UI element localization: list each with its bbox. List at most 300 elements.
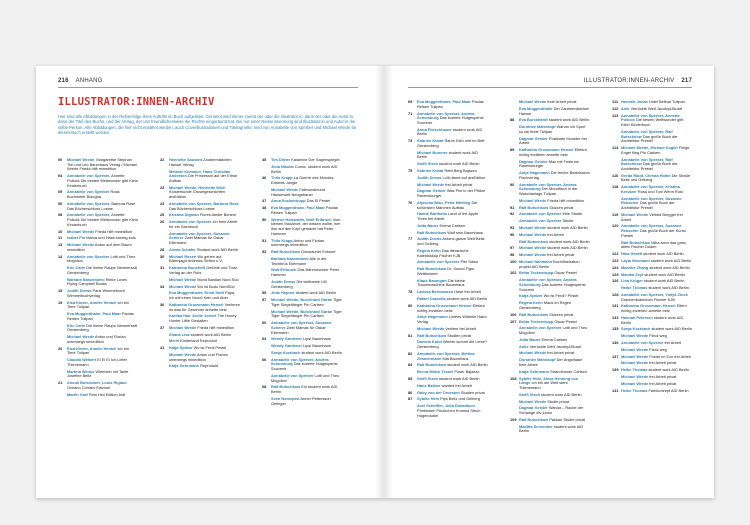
archive-entry [510, 233, 590, 238]
entry-illustrator: Manika Zeyf [621, 271, 644, 277]
entry-page-number [262, 344, 271, 349]
entry-text [519, 320, 590, 325]
entry-details: Was Pim in der Pfütze Ravensburger [417, 188, 486, 199]
entry-text [621, 273, 692, 278]
entry-illustrator: Anna Fleischhauer [417, 126, 452, 132]
entry-text [417, 169, 488, 174]
entry-illustrator: Michael Wrede [67, 334, 95, 340]
entry-details: Liniens Wirbelle Habo Verlag [417, 314, 487, 325]
entry-details: Wanda – Rache der Schlange dtv junior [519, 405, 584, 416]
entry-illustrator: Annabelle von Sperber, Ralf Butschkow [621, 128, 673, 139]
entry-illustrator: Annabelle von Sperber, Susanne Scherer [271, 320, 332, 330]
entry-details: Fleck weg [648, 333, 667, 339]
entry-page-number: 41 [160, 345, 165, 351]
archive-entry [262, 351, 342, 356]
entry-page-number [160, 339, 169, 344]
entry-illustrator: Michael Wrede [621, 333, 649, 339]
entry-illustrator: Wendy Gardener [271, 343, 303, 349]
entry-illustrator: Wolf Erlbruch [271, 267, 297, 273]
entry-details: Die kleine Raupe Nimmersatt Gerstenberg [67, 322, 137, 333]
entry-page-number: 34 [160, 283, 165, 289]
entry-page-number: 06 [58, 200, 63, 206]
entry-page-number [408, 212, 417, 221]
entry-text [67, 174, 138, 188]
entry-illustrator: Larissa Bertonasco [417, 289, 454, 295]
entry-illustrator: Eva Muggenthaler, Paul Maar [271, 205, 325, 211]
entry-page-number [510, 301, 519, 310]
entry-page-number [510, 345, 519, 350]
entry-illustrator: Regina Kehn [519, 300, 543, 306]
entry-page-number: 113 [612, 112, 619, 118]
entry-details: Rosa Buchmeier Bologna [67, 189, 120, 200]
archive-entry [160, 339, 240, 344]
entry-illustrator: Ralf Butschkow [271, 384, 301, 390]
entry-text [519, 219, 590, 224]
entry-page-number: 106 [510, 311, 517, 317]
entry-text [67, 370, 138, 379]
entry-illustrator: Sonja Korzbach [621, 326, 651, 332]
archive-entry [510, 351, 590, 356]
entry-page-number: 63 [262, 336, 267, 342]
entry-illustrator: Annabelle von Sperber, Andrea Schomburg [417, 110, 475, 121]
entry-text [417, 249, 488, 258]
archive-entry [262, 206, 342, 215]
entry-details: Armer Pettersson Oetinger [271, 395, 331, 406]
entry-illustrator: Annabelle von Sperber, Andrea Schomburg [271, 356, 329, 367]
archive-entry [612, 107, 692, 112]
entry-illustrator: Annabelle von Sperber, Andrea Schomburg [519, 277, 577, 287]
entry-illustrator: Michael Wrede [417, 181, 445, 187]
entry-text [169, 291, 240, 300]
archive-entry [408, 260, 488, 265]
entry-details: Fliege Engel flieg Pin Carlsen [621, 145, 690, 155]
entry-page-number [612, 241, 621, 250]
entry-page-number [262, 257, 271, 266]
entry-details: frei Arbeit [663, 339, 681, 345]
entry-page-number [262, 165, 271, 174]
entry-page-number [262, 351, 271, 356]
entry-details: student work AID Berlin [649, 257, 692, 263]
entry-illustrator: Anouk Boisrobert, Louis Rigaud [67, 380, 127, 386]
entry-page-number [408, 315, 417, 324]
entry-illustrator: Heike Thomas [621, 285, 648, 291]
entry-illustrator: Michael Wrede, Michael Koglin [621, 145, 678, 150]
entry-page-number: 36 [160, 301, 165, 307]
entry-illustrator: Annabelle von Sperber, Annette Pollock [621, 112, 680, 123]
entry-details: student work AID Berlin [647, 285, 689, 291]
entry-text [67, 347, 138, 356]
right-header-rule [408, 87, 692, 88]
entry-details: student work AID Berlin [417, 149, 478, 160]
entry-text [519, 125, 590, 134]
archive-entry [510, 100, 590, 105]
entry-text [271, 337, 342, 342]
entry-illustrator: Werner Holzwarth, Wolf Erlbruch [271, 216, 332, 222]
archive-entry [510, 246, 590, 251]
entry-text [417, 224, 488, 229]
archive-entry [612, 361, 692, 366]
entry-text [417, 176, 488, 181]
entry-details: Mond Bastian Nord Süd [196, 276, 239, 282]
archive-entry [612, 130, 692, 144]
entry-details: Frieda hilft minedition [196, 324, 235, 330]
entry-page-number [510, 294, 519, 299]
entry-details: Maus im Regen Gerstenberg [519, 300, 572, 310]
entry-page-number: 80 [408, 302, 413, 308]
entry-text [169, 278, 240, 283]
entry-page-number: 87 [408, 396, 413, 402]
archive-entry [408, 237, 488, 246]
entry-text [519, 206, 590, 211]
entry-text [621, 382, 692, 387]
entry-page-number [510, 125, 519, 134]
archive-entry [510, 212, 590, 217]
archive-entry [160, 213, 240, 218]
entry-illustrator: Michael Wrede [621, 380, 649, 386]
archive-entry [510, 183, 590, 197]
entry-details: Klosterkunde Gruselgeschichten arsEdition [169, 189, 226, 200]
entry-details: Das Ei Pestel [305, 198, 331, 204]
entry-page-number: 98 [510, 252, 515, 258]
entry-details: student work AID Berlin [189, 331, 232, 337]
entry-illustrator: Axel Scheffler, Julia Donaldson [417, 403, 475, 409]
archive-entry [262, 344, 342, 349]
archive-entry [58, 370, 138, 379]
archive-entry [510, 418, 590, 423]
entry-illustrator: Katharina Bunshoff [169, 265, 206, 271]
entry-page-number [160, 353, 169, 362]
archive-entry [510, 271, 590, 276]
entry-illustrator: Elsa Klever, Amelie Henkel [67, 299, 117, 305]
entry-details: Wolf sein Baumhaus [446, 229, 483, 235]
archive-entry [160, 333, 240, 338]
entry-text [621, 107, 692, 112]
entry-illustrator: Katja Spitzer [169, 345, 193, 351]
entry-details: Eltern richtig erziehen annette betz [621, 303, 687, 314]
entry-illustrator: Gaby von der Droesten [417, 389, 460, 395]
entry-details: Hase frei Arbeit [453, 289, 481, 295]
entry-details: student work AID Berlin [648, 264, 690, 270]
entry-page-number: 122 [612, 251, 619, 257]
entry-page-number [408, 189, 417, 198]
entry-details: Fallmundmund Häuserwelt Neugebauer [271, 186, 325, 197]
archive-entry [612, 341, 692, 346]
entry-page-number [612, 158, 621, 172]
archive-entry [160, 248, 240, 253]
archive-entry [262, 385, 342, 394]
entry-text [519, 226, 590, 231]
entry-details: Frieda hilft minedition [94, 228, 133, 234]
entry-details: La Guerre des Mondes Editions Jungle [271, 175, 334, 185]
entry-details: student work AID Berlin [539, 391, 582, 397]
entry-page-number [408, 249, 417, 258]
archive-entry [58, 202, 138, 211]
entry-illustrator: Ralf Butschkow [271, 249, 301, 254]
archive-entry [262, 310, 342, 319]
entry-details: student work AID Berlin [437, 161, 480, 167]
entry-page-number: 10 [58, 228, 63, 234]
entry-text [621, 334, 692, 339]
entry-details: Paulas Reisen Tulipan [67, 311, 134, 321]
left-folio [58, 78, 103, 84]
entry-details: Comic, student work AID Berlin [271, 163, 338, 174]
entry-illustrator: Annabelle von Sperber, Susanne Scherer [169, 230, 230, 241]
right-folio [584, 78, 692, 84]
entry-text [417, 151, 488, 160]
entry-illustrator: Michael Wrede [271, 186, 299, 192]
entry-illustrator: Michael Wrede, [67, 157, 96, 162]
entry-text [417, 201, 488, 210]
archive-entry [262, 250, 342, 255]
archive-entry [408, 363, 488, 368]
entry-page-number [510, 326, 519, 335]
entry-details: Lipsi Baumhaus [302, 343, 331, 349]
entry-text [169, 220, 240, 229]
archive-entry [510, 326, 590, 335]
entry-page-number [510, 358, 519, 367]
archive-entry [58, 324, 138, 333]
entry-page-number: 120 [612, 223, 619, 229]
entry-text [271, 397, 342, 406]
entry-details: Rosa und Toni Wenn Rosi [636, 188, 683, 194]
entry-page-number: 86 [408, 389, 413, 395]
entry-page-number [510, 240, 519, 245]
archive-entry [58, 312, 138, 321]
archive-entry [612, 286, 692, 291]
entry-text [271, 358, 342, 372]
entry-page-number [612, 361, 621, 366]
entry-text [621, 100, 692, 105]
entry-details: The Honey Hunter Little Gestalten [169, 313, 237, 323]
entry-text [621, 158, 692, 172]
entry-illustrator: Annabelle von Sperber [67, 189, 110, 195]
archive-entry [612, 158, 692, 172]
entry-illustrator: Dagmar Geisler [519, 135, 548, 141]
entry-text [621, 341, 692, 346]
entry-page-number: 00 [58, 157, 63, 162]
archive-entry [160, 202, 240, 211]
entry-details: Verlieren ist was für Gewinner annette betz [169, 301, 240, 312]
entry-details: Zwei Mamas für Oskar Ellermann [169, 235, 224, 246]
entry-details: Paulas Reisen Tulipan [271, 205, 338, 215]
entry-page-number: 119 [612, 211, 619, 217]
entry-text [519, 294, 590, 299]
entry-illustrator: Michael Wrede [169, 283, 197, 289]
entry-illustrator: Hanne Bartholin [417, 211, 448, 217]
entry-illustrator: Anik [621, 105, 630, 111]
entry-page-number [160, 314, 169, 323]
entry-text [271, 158, 342, 163]
entry-page-number [510, 406, 519, 415]
entry-illustrator: Eva Muggenthaler [519, 105, 553, 111]
entry-text [417, 183, 488, 188]
entry-page-number [408, 404, 417, 418]
archive-entry [408, 267, 488, 276]
entry-page-number [510, 393, 519, 398]
entry-page-number: 131 [612, 303, 619, 309]
entry-text [417, 231, 488, 236]
entry-text [621, 375, 692, 380]
entry-page-number [510, 107, 519, 116]
entry-page-number [612, 375, 621, 380]
entry-text [169, 364, 240, 369]
entry-text [271, 257, 342, 266]
entry-illustrator: Barbara Nascimbeni [271, 255, 309, 261]
archive-entry [510, 148, 590, 157]
entry-details: student work AID Berlin [621, 314, 684, 325]
entry-illustrator: Julia Nikolai [271, 163, 294, 169]
entry-illustrator: Lina Krüger [621, 278, 643, 284]
intro-text: Hier sind alle Abbildungen in der Reihenfolge ihres Auftritts im Buch aufgelistet: Genannt wird immer zuerst der oder die Illustrator:in, dann der oder die Autor:in, dann der Titel des Buchs, und der Verlag, der uns freundlicherweise die Rechte eingeräumt hat. Bei nur einer Namensnennung sind Illustrator:in und Autor:in die selbe Person. Alle Abbildungen, die hier nicht erwähnt werden, auch Coverillustrationen und Titelvignette, sind von Annabelle von Sperber und Michael Wrede für dieses Buch erstellt worden. [58, 114, 357, 136]
entry-illustrator: Jutta Bauer [519, 336, 541, 342]
entry-text [417, 290, 488, 295]
archive-entry [510, 107, 590, 116]
entry-page-number: 139 [612, 367, 619, 373]
archive-entry [612, 316, 692, 325]
entry-details: Alle in die Teichbrüs Ellermann [271, 255, 327, 266]
entry-text [67, 312, 138, 321]
entry-text [169, 248, 240, 253]
entry-illustrator: Sonja Korzbach [271, 349, 301, 355]
archive-entry [612, 389, 692, 394]
entry-illustrator: Ralf Butschkow [417, 229, 447, 235]
archive-entry [58, 301, 138, 310]
entry-text [417, 162, 488, 167]
entry-text [67, 289, 138, 298]
entry-details: Vom kleinen Maulwurf, der wissen wollte, wer ihm auf den Kopf gemacht hat Peter Hammer [271, 216, 341, 236]
entry-text [271, 188, 342, 197]
entry-details: student work AID Berlin [548, 238, 590, 244]
entry-text [271, 291, 342, 296]
right-column-3 [612, 100, 692, 395]
entry-details: student work AID Berlin [294, 290, 337, 296]
archive-entry [612, 304, 692, 313]
entry-text [417, 352, 488, 361]
entry-text [169, 170, 240, 184]
entry-page-number: 30 [160, 253, 165, 259]
entry-text [519, 358, 590, 367]
entry-text [417, 139, 488, 148]
entry-details: student work AID Berlin [417, 126, 483, 137]
entry-text [519, 137, 590, 146]
archive-entry [160, 170, 240, 184]
entry-text [169, 346, 240, 351]
entry-text [519, 393, 590, 398]
entry-page-number [510, 100, 519, 105]
entry-page-number [408, 340, 417, 349]
entry-illustrator: Mareike Zhang [621, 264, 649, 270]
entry-text [519, 351, 590, 356]
archive-entry [510, 320, 590, 325]
entry-illustrator: Dagmar Geisler [519, 158, 548, 164]
entry-text [519, 370, 590, 375]
archive-entry [408, 397, 488, 402]
entry-page-number [58, 278, 67, 287]
entry-details: Hotel Bellrue Tulipan [647, 99, 685, 104]
entry-text [271, 310, 342, 319]
entry-details: Oceano Corraini Edizioni [67, 384, 111, 390]
entry-page-number: 90 [510, 181, 515, 187]
entry-text [67, 266, 138, 275]
entry-details: Raum Dich nett im Bett Gerstenberg [417, 138, 485, 148]
entry-text [271, 298, 342, 307]
entry-details: Annette Pollock Die besten Weltwunder gibt Klein Kinderbuch [67, 173, 138, 188]
entry-text [271, 321, 342, 335]
entry-details: Das große Buch der Architektur Prestel [621, 133, 678, 144]
entry-page-number [58, 312, 67, 321]
archive-entry [408, 334, 488, 339]
entry-page-number: 11 [58, 235, 63, 241]
archive-entry [408, 404, 488, 418]
entry-illustrator: Martina Wenke [67, 368, 95, 374]
entry-illustrator: Michael Wrede [621, 346, 649, 352]
entry-page-number: 85 [408, 376, 413, 382]
entry-illustrator: Daniela Kulot [417, 339, 442, 345]
entry-illustrator: Katharina Grossmann Hensel [519, 147, 574, 153]
entry-illustrator: Gerda Raidt, Christa Holtei [621, 172, 671, 178]
archive-entry [612, 241, 692, 250]
entry-page-number [612, 286, 621, 291]
entry-page-number: 141 [612, 387, 619, 393]
left-column-2 [160, 158, 240, 371]
entry-text [621, 293, 692, 302]
archive-entry [612, 334, 692, 339]
entry-illustrator: Steffi Stroh [519, 391, 540, 397]
entry-details: frei Arbeit [546, 231, 564, 237]
entry-text [621, 213, 692, 222]
archive-entry [510, 370, 590, 375]
entry-page-number [612, 334, 621, 339]
entry-page-number [58, 358, 67, 367]
entry-text [417, 377, 488, 382]
entry-details: Pakkan Studie privat [548, 416, 585, 422]
entry-text [67, 301, 138, 310]
entry-illustrator: Michael Wrede, Henriette Wich [169, 184, 226, 190]
entry-details: Skizzen privat [548, 204, 574, 210]
entry-illustrator: Annabelle von Sperber [417, 259, 460, 265]
left-page-number: 216 [58, 78, 69, 84]
entry-text [519, 313, 590, 318]
archive-entry [160, 291, 240, 300]
entry-illustrator: Dagmar Geisler [519, 405, 548, 411]
entry-text [519, 212, 590, 217]
entry-details: Paulas Reisen Tulipan [417, 99, 484, 109]
entry-illustrator: Michael Wrede [519, 398, 547, 404]
entry-details: Wimmeln mit Tante Josefine Beltz [67, 368, 129, 379]
entry-illustrator: Hannah Petersen [621, 314, 653, 320]
entry-page-number: 84 [408, 362, 413, 368]
entry-page-number [262, 374, 271, 383]
entry-page-number: 50 [262, 216, 267, 222]
entry-page-number [262, 268, 271, 277]
entry-text [271, 176, 342, 185]
entry-text [519, 240, 590, 245]
entry-page-number: 08 [58, 212, 63, 218]
entry-illustrator: Michael Nahmann [519, 258, 553, 264]
entry-illustrator: Michael Rosen [169, 253, 197, 259]
entry-text [621, 259, 692, 264]
entry-text [271, 268, 342, 277]
entry-illustrator: Eva Muggenthaler, Paul Maar [417, 99, 471, 104]
entry-page-number: 136 [612, 339, 619, 345]
entry-details: Postkarte Monster frei Arbeit [519, 135, 587, 146]
entry-details: Studie privat [546, 398, 569, 404]
entry-illustrator: Michael Brunner [417, 149, 448, 155]
entry-text [621, 279, 692, 284]
entry-page-number [58, 324, 67, 333]
entry-text [67, 243, 138, 252]
archive-entry [408, 151, 488, 160]
